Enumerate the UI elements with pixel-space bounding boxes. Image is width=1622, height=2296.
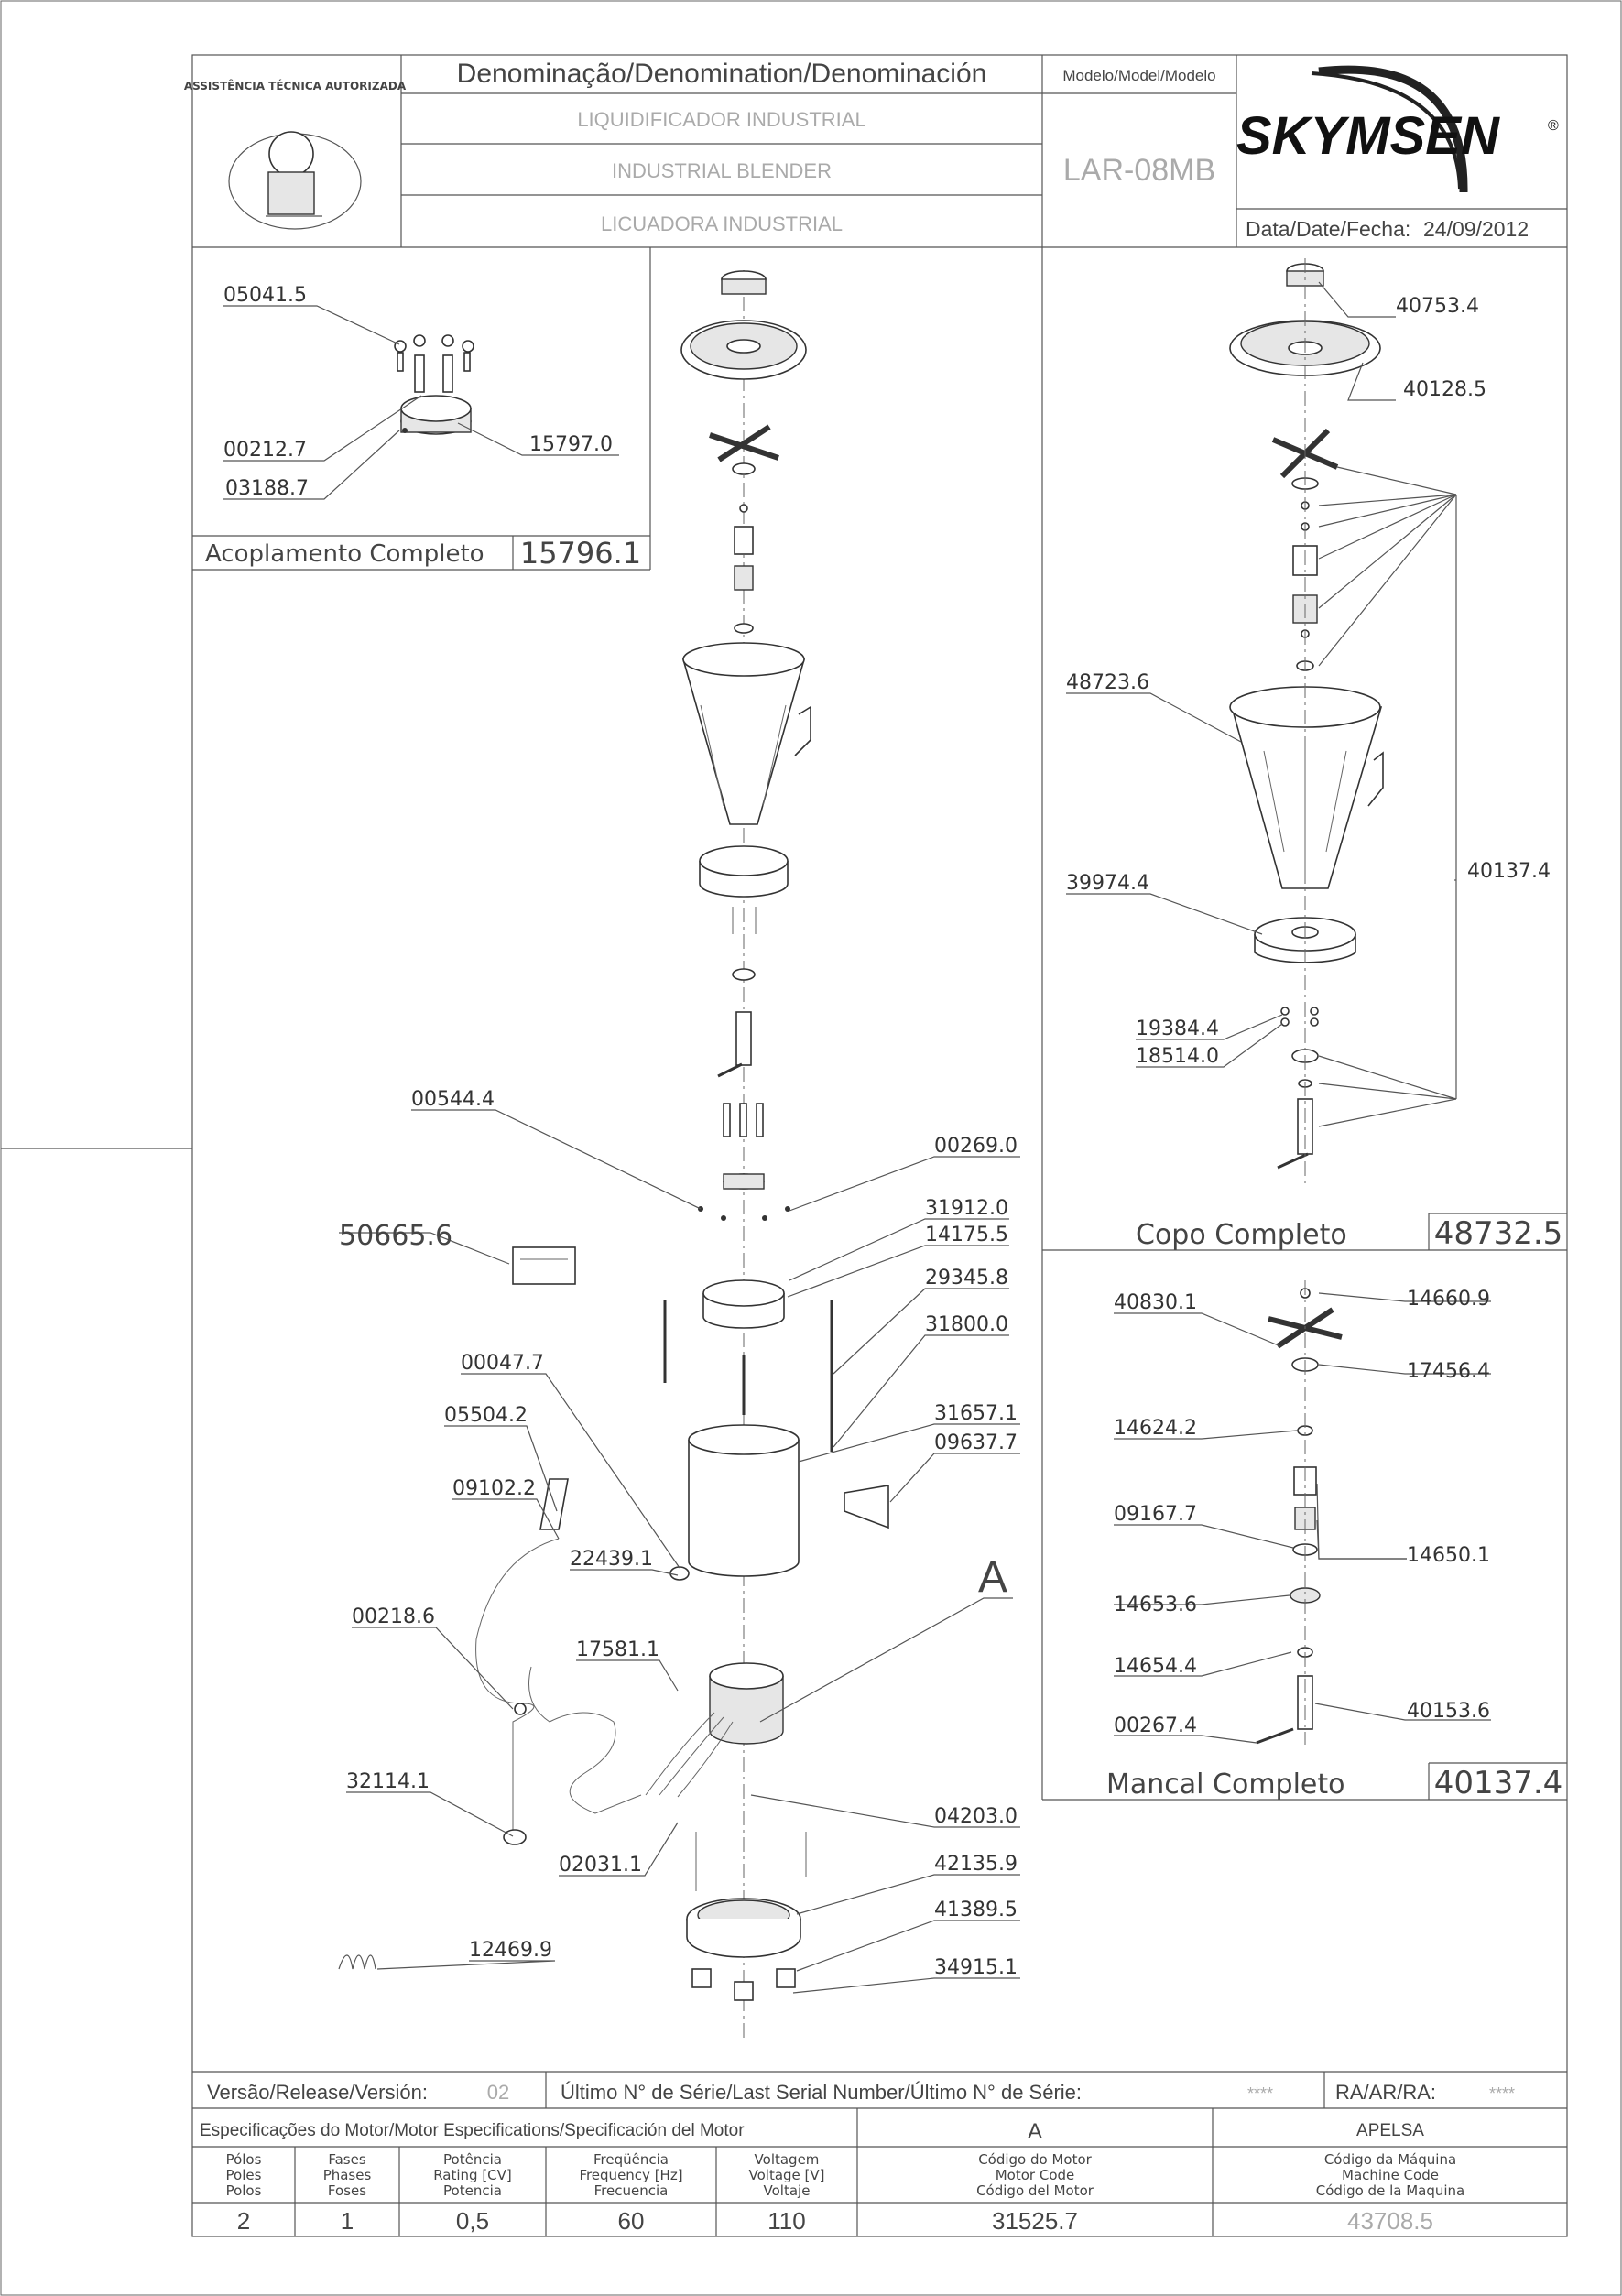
- bearing-panel-code: 40137.4: [1433, 1765, 1563, 1801]
- spec-header: Machine Code: [1342, 2167, 1439, 2183]
- spec-value: 2: [236, 2207, 251, 2235]
- spec-value: 1: [340, 2207, 354, 2235]
- spec-header: Freqüência: [593, 2151, 669, 2168]
- part-label: 02031.1: [559, 1854, 642, 1877]
- brand-mark: ®: [1548, 118, 1559, 134]
- part-label: 19384.4: [1136, 1017, 1219, 1040]
- spec-header: Voltaje: [763, 2182, 811, 2199]
- spec-value: 0,5: [455, 2207, 490, 2235]
- model-value: LAR-08MB: [1062, 153, 1216, 188]
- bearing-panel-title: Mancal Completo: [1106, 1768, 1345, 1801]
- frame: [192, 55, 1567, 2236]
- name-pt: LIQUIDIFICADOR INDUSTRIAL: [577, 108, 866, 131]
- manufacturer: APELSA: [1356, 2121, 1424, 2140]
- cup-panel-title: Copo Completo: [1136, 1219, 1347, 1251]
- spec-header: Foses: [327, 2182, 367, 2199]
- part-label: 41389.5: [934, 1899, 1018, 1921]
- part-label: 00047.7: [461, 1352, 544, 1375]
- spec-value: 43708.5: [1347, 2207, 1433, 2235]
- part-label: 31912.0: [925, 1197, 1008, 1220]
- part-label: 14660.9: [1407, 1288, 1490, 1311]
- part-label: 12469.9: [469, 1939, 552, 1962]
- coupling-drawing: [395, 335, 474, 434]
- model-title: Modelo/Model/Modelo: [1062, 67, 1216, 84]
- spec-header: Potência: [443, 2151, 502, 2168]
- serial-value: ****: [1246, 2084, 1274, 2103]
- spec-header: Potencia: [443, 2182, 502, 2199]
- part-label: 40128.5: [1403, 378, 1486, 401]
- spec-header: Código do Motor: [978, 2151, 1092, 2168]
- version-label: Versão/Release/Versión:: [207, 2081, 428, 2104]
- part-label: 09167.7: [1114, 1503, 1197, 1526]
- part-label: 05504.2: [444, 1404, 528, 1427]
- part-label: 14175.5: [925, 1224, 1008, 1246]
- ra-value: ****: [1488, 2084, 1516, 2103]
- part-label: 31657.1: [934, 1402, 1018, 1425]
- brand-logo: [1236, 70, 1559, 192]
- part-label: 48723.6: [1066, 671, 1149, 694]
- coupling-panel-title: Acoplamento Completo: [205, 540, 484, 568]
- part-label: 39974.4: [1066, 872, 1149, 895]
- spec-header: Phases: [322, 2167, 372, 2183]
- part-label: 14650.1: [1407, 1544, 1490, 1567]
- spec-header: Código del Motor: [976, 2182, 1094, 2199]
- name-en: INDUSTRIAL BLENDER: [611, 159, 833, 182]
- spec-value: 31525.7: [992, 2207, 1078, 2235]
- spec-header: Pólos: [225, 2151, 262, 2168]
- part-label: 34915.1: [934, 1956, 1018, 1979]
- spec-header: Polos: [225, 2182, 262, 2199]
- part-label: 04203.0: [934, 1805, 1018, 1828]
- part-label: 18514.0: [1136, 1045, 1219, 1068]
- part-label: 00269.0: [934, 1135, 1018, 1158]
- part-label: 22439.1: [570, 1548, 653, 1571]
- part-label: 14654.4: [1114, 1655, 1197, 1678]
- date-label: Data/Date/Fecha:: [1246, 217, 1411, 241]
- spec-header: Voltagem: [754, 2151, 820, 2168]
- spec-header: Voltage [V]: [748, 2167, 825, 2183]
- part-label: 29345.8: [925, 1267, 1008, 1289]
- serial-label: Último N° de Série/Last Serial Number/Último N° de Série:: [561, 2081, 1083, 2104]
- part-label: 15797.0: [529, 433, 613, 456]
- spec-value: 60: [617, 2207, 645, 2235]
- motor-spec-title: Especificações do Motor/Motor Especifications/Specificación del Motor: [200, 2121, 745, 2140]
- part-label: 40153.6: [1407, 1700, 1490, 1723]
- seal-text: ASSISTÊNCIA TÉCNICA AUTORIZADA: [183, 80, 407, 92]
- part-label: 17581.1: [576, 1638, 659, 1661]
- motor-variant: A: [1027, 2119, 1043, 2144]
- spec-header: Rating [CV]: [433, 2167, 512, 2183]
- spec-value: 110: [767, 2207, 806, 2235]
- version-value: 02: [486, 2081, 510, 2104]
- part-label: 14624.2: [1114, 1417, 1197, 1440]
- part-label: 09637.7: [934, 1431, 1018, 1454]
- bearing-drawing: [1257, 1280, 1342, 1745]
- part-label: 32114.1: [346, 1770, 430, 1793]
- part-label: 31800.0: [925, 1313, 1008, 1336]
- spec-header: Código de la Maquina: [1315, 2182, 1465, 2199]
- authorized-service-seal: [184, 79, 407, 229]
- part-label: 09102.2: [452, 1477, 536, 1500]
- part-label: 17456.4: [1407, 1360, 1490, 1383]
- part-label: 40137.4: [1467, 860, 1551, 883]
- part-label: 42135.9: [934, 1853, 1018, 1876]
- spec-header: Código da Máquina: [1323, 2151, 1457, 2168]
- part-label: 14653.6: [1114, 1594, 1197, 1616]
- spec-header: Frequency [Hz]: [579, 2167, 683, 2183]
- cup-panel-code: 48732.5: [1433, 1215, 1563, 1252]
- brand-name: SKYMSEN: [1236, 106, 1499, 166]
- part-label: 03188.7: [225, 477, 309, 500]
- spec-header: Motor Code: [995, 2167, 1075, 2183]
- part-label: 00267.4: [1114, 1714, 1197, 1737]
- part-label: 05041.5: [223, 284, 307, 307]
- coupling-panel-code: 15796.1: [519, 536, 642, 571]
- part-label: A: [978, 1553, 1008, 1602]
- denomination-title: Denominação/Denomination/Denominación: [456, 59, 987, 89]
- spec-header: Frecuencia: [593, 2182, 669, 2199]
- part-labels: [223, 284, 1551, 1979]
- part-label: 50665.6: [339, 1220, 453, 1252]
- date-value: 24/09/2012: [1423, 217, 1529, 241]
- part-label: 40753.4: [1396, 295, 1479, 318]
- part-label: 00218.6: [352, 1605, 435, 1628]
- spec-columns: [226, 2151, 1465, 2235]
- name-es: LICUADORA INDUSTRIAL: [600, 212, 844, 235]
- ra-label: RA/AR/RA:: [1335, 2081, 1437, 2104]
- part-label: 00212.7: [223, 439, 307, 462]
- spec-header: Fases: [328, 2151, 366, 2168]
- spec-header: Poles: [225, 2167, 262, 2183]
- cup-drawing: [1230, 258, 1383, 1186]
- part-label: 40830.1: [1114, 1291, 1197, 1314]
- part-label: 00544.4: [411, 1088, 495, 1111]
